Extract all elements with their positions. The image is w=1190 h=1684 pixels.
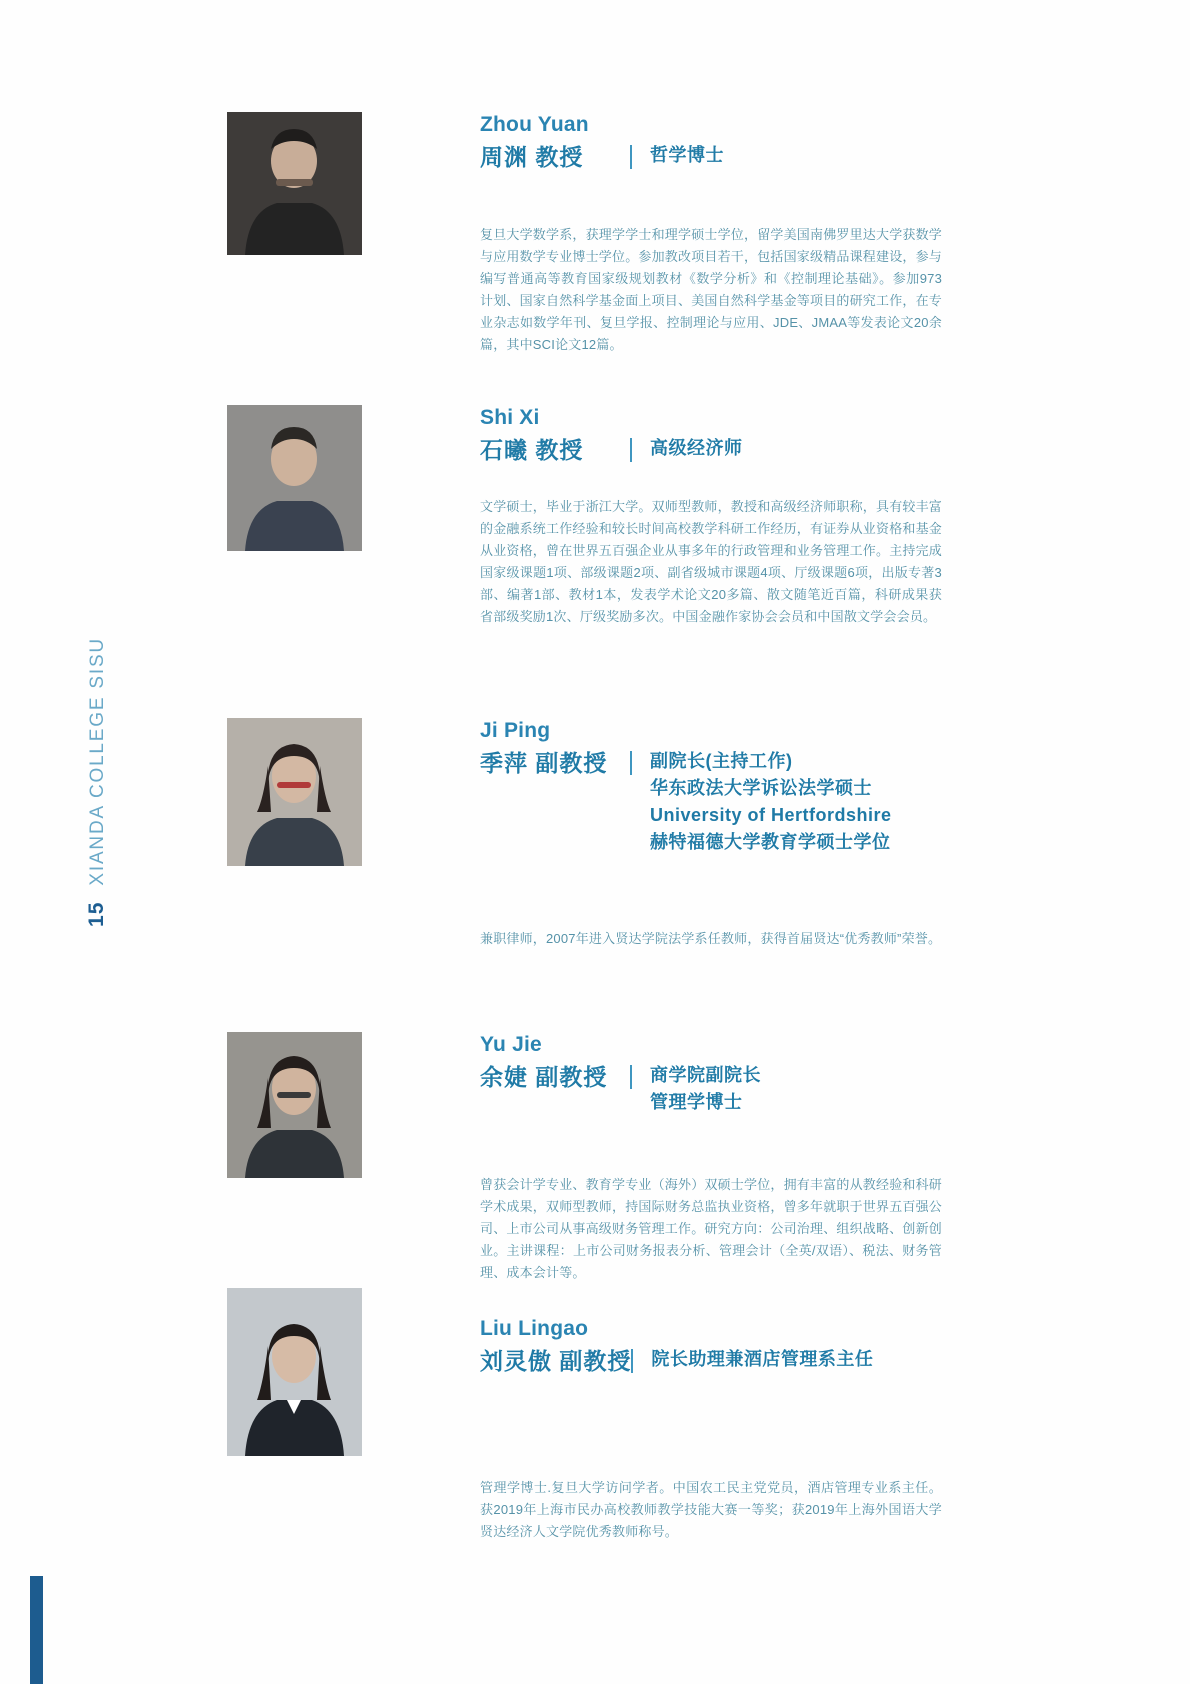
person-silhouette-icon	[227, 718, 362, 866]
title-divider	[631, 1349, 633, 1373]
profile-title: 院长助理兼酒店管理系主任	[651, 1349, 874, 1369]
portrait-photo-ji-ping	[227, 718, 362, 866]
profile-name-cn: 余婕 副教授	[480, 1064, 608, 1090]
profile-name-cn: 石曦 教授	[480, 437, 584, 463]
page-edge-bar	[30, 1576, 43, 1684]
portrait-photo-yu-jie	[227, 1032, 362, 1178]
profile-name-en: Yu Jie	[480, 1033, 542, 1056]
profile-name-en: Zhou Yuan	[480, 113, 589, 136]
portrait-photo-zhou-yuan	[227, 112, 362, 255]
profile-name-en: Liu Lingao	[480, 1317, 589, 1340]
profile-title: University of Hertfordshire	[650, 805, 892, 825]
portrait-photo-liu-lingao	[227, 1288, 362, 1456]
page-sidebar-label	[85, 637, 109, 927]
person-silhouette-icon	[227, 1032, 362, 1178]
profile-title: 商学院副院长	[650, 1065, 761, 1085]
profile-title: 高级经济师	[650, 438, 743, 458]
page-number: 15	[85, 901, 108, 927]
profile-bio: 管理学博士.复旦大学访问学者。中国农工民主党党员，酒店管理专业系主任。获2019年上海市民办高校教师教学技能大赛一等奖；获2019年上海外国语大学贤达经济人文学院优秀教师称号。	[480, 1480, 942, 1539]
profile-title: 哲学博士	[650, 145, 724, 165]
profile-name-en: Ji Ping	[480, 719, 551, 742]
profile-title: 副院长(主持工作)	[650, 751, 793, 771]
portrait-photo-shi-xi	[227, 405, 362, 551]
profile-title: 管理学博士	[650, 1092, 743, 1112]
profile-bio: 曾获会计学专业、教育学专业（海外）双硕士学位，拥有丰富的从教经验和科研学术成果，双师型教师，持国际财务总监执业资格，曾多年就职于世界五百强公司、上市公司从事高级财务管理工作。研究方向：公司治理、组织战略、创新创业。主讲课程：上市公司财务报表分析、管理会计（全英/双语）、税法、财务管理、成本会计等。	[480, 1177, 943, 1280]
profile-name-cn: 季萍 副教授	[480, 750, 608, 776]
person-silhouette-icon	[227, 112, 362, 255]
profile-title: 赫特福德大学教育学硕士学位	[650, 832, 891, 852]
title-divider	[630, 1065, 632, 1089]
college-vertical-label: XIANDA COLLEGE SISU	[87, 637, 108, 886]
person-silhouette-icon	[227, 405, 362, 551]
profile-name-cn: 刘灵傲 副教授	[480, 1348, 632, 1374]
profile-name-cn: 周渊 教授	[480, 144, 584, 170]
person-silhouette-icon	[227, 1288, 362, 1456]
profile-bio: 兼职律师，2007年进入贤达学院法学系任教师，获得首届贤达“优秀教师”荣誉。	[480, 931, 942, 946]
title-divider	[630, 751, 632, 775]
title-divider	[630, 145, 632, 169]
profile-bio: 复旦大学数学系，获理学学士和理学硕士学位，留学美国南佛罗里达大学获数学与应用数学专业博士学位。参加教改项目若干，包括国家级精品课程建设，参与编写普通高等教育国家级规划教材《数学分析》和《控制理论基础》。参加973计划、国家自然科学基金面上项目、美国自然科学基金等项目的研究工作，在专业杂志如数学年刊、复旦学报、控制理论与应用、JDE、JMAA等发表论文20余篇，其中SCI论文12篇。	[480, 227, 943, 352]
profile-title: 华东政法大学诉讼法学硕士	[650, 778, 872, 798]
profile-name-en: Shi Xi	[480, 406, 540, 429]
profile-bio: 文学硕士，毕业于浙江大学。双师型教师，教授和高级经济师职称，具有较丰富的金融系统工作经验和较长时间高校教学科研工作经历，有证券从业资格和基金从业资格，曾在世界五百强企业从事多年的行政管理和业务管理工作。主持完成国家级课题1项、部级课题2项、副省级城市课题4项、厅级课题6项，出版专著3部、编著1部、教材1本，发表学术论文20多篇、散文随笔近百篇，科研成果获省部级奖励1次、厅级奖励多次。中国金融作家协会会员和中国散文学会会员。	[480, 499, 943, 624]
title-divider	[630, 438, 632, 462]
